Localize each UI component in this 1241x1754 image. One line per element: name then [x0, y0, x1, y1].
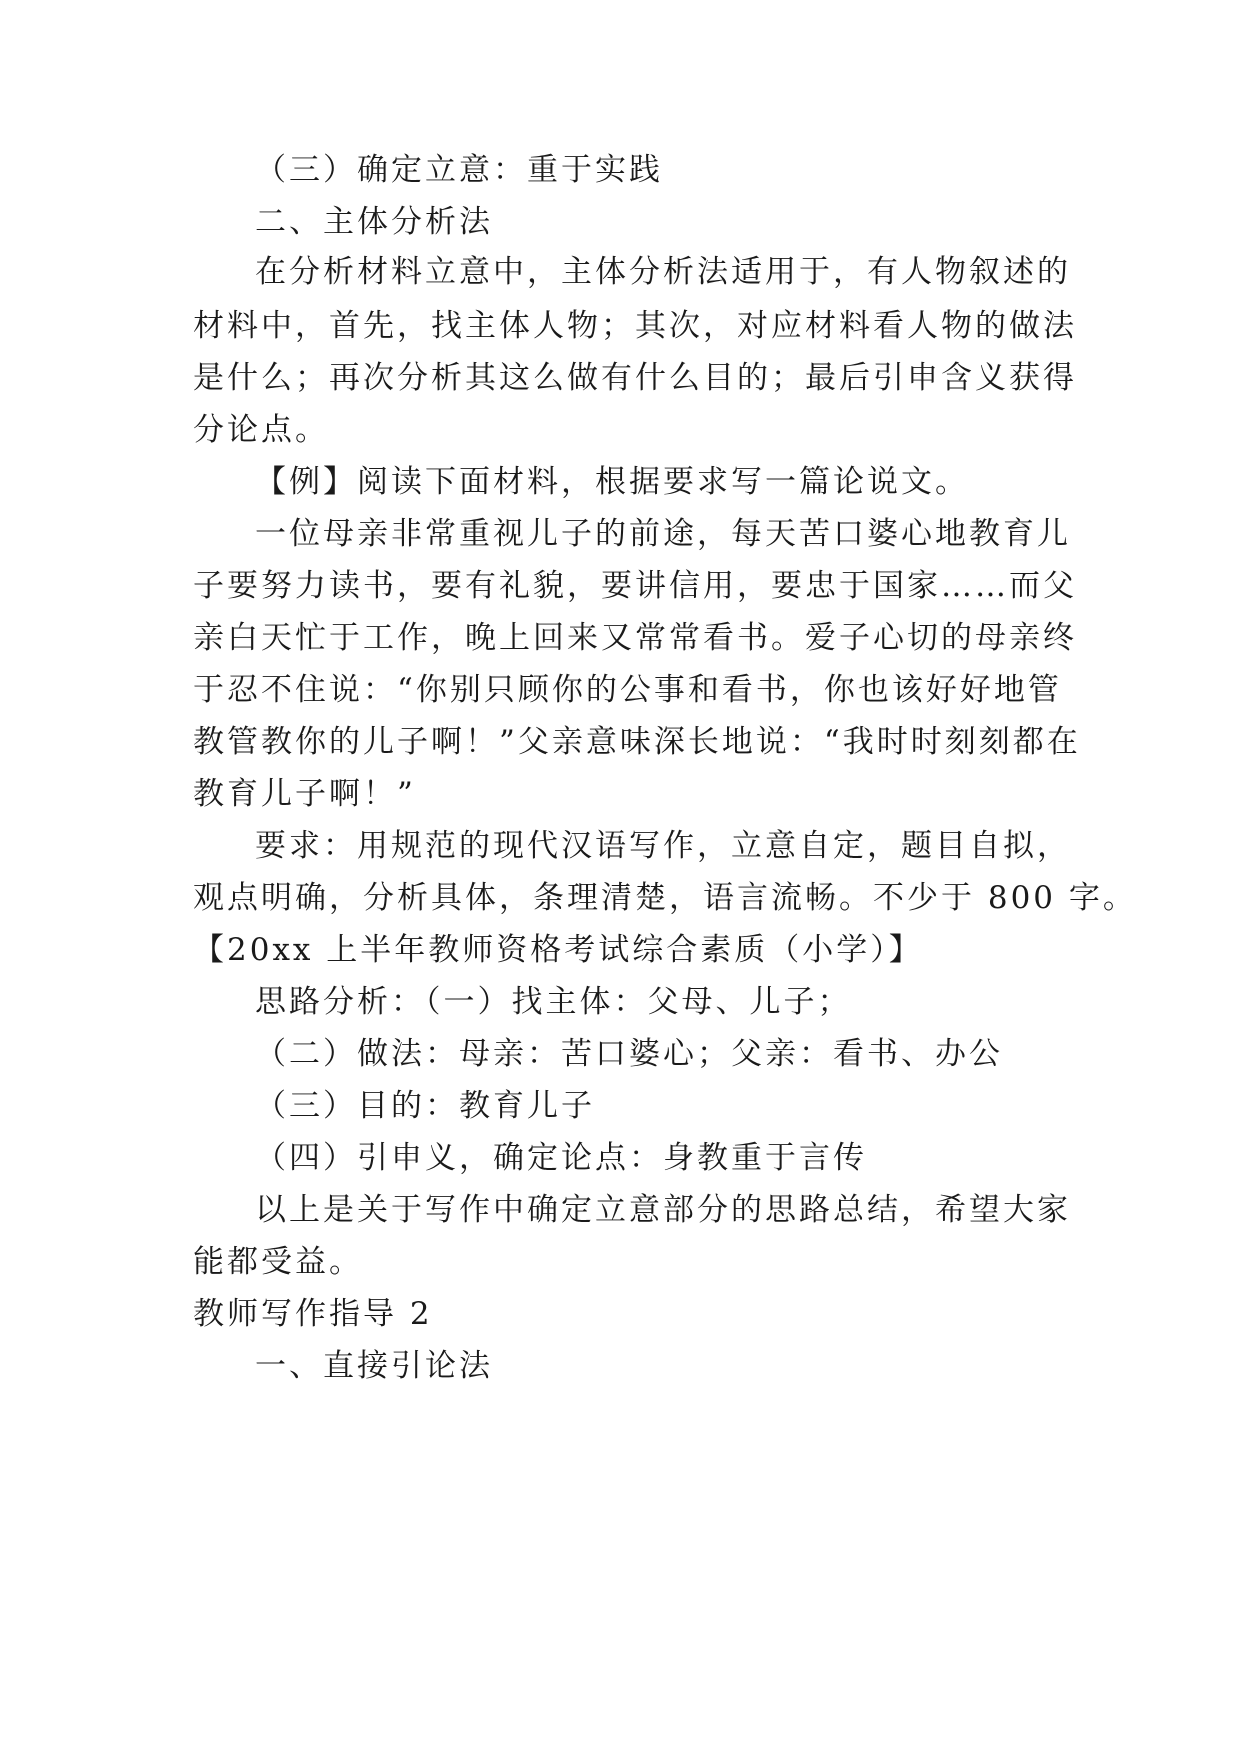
paragraph-line: 教管教你的儿子啊！”父亲意味深长地说：“我时时刻刻都在	[193, 724, 1081, 760]
paragraph-line: 思路分析：（一）找主体：父母、儿子；	[255, 984, 852, 1020]
paragraph-line: （三）目的：教育儿子	[255, 1088, 595, 1124]
paragraph-line: 能都受益。	[193, 1244, 363, 1280]
paragraph-line: 在分析材料立意中，主体分析法适用于，有人物叙述的	[255, 254, 1071, 290]
paragraph-line: （三）确定立意：重于实践	[255, 152, 663, 188]
paragraph-line: （四）引申义，确定论点：身教重于言传	[255, 1140, 867, 1176]
paragraph-line: 观点明确，分析具体，条理清楚，语言流畅。不少于 800 字。	[193, 880, 1137, 916]
paragraph-line: 于忍不住说：“你别只顾你的公事和看书，你也该好好地管	[193, 672, 1062, 708]
paragraph-line: 材料中，首先，找主体人物；其次，对应材料看人物的做法	[193, 308, 1077, 344]
paragraph-line: 以上是关于写作中确定立意部分的思路总结，希望大家	[255, 1192, 1071, 1228]
paragraph-line: 分论点。	[193, 412, 329, 448]
paragraph-line: 亲白天忙于工作，晚上回来又常常看书。爱子心切的母亲终	[193, 620, 1077, 656]
source-citation: 【20xx 上半年教师资格考试综合素质（小学）】	[193, 932, 923, 968]
paragraph-line: （二）做法：母亲：苦口婆心；父亲：看书、办公	[255, 1036, 1003, 1072]
paragraph-line: 要求：用规范的现代汉语写作，立意自定，题目自拟，	[255, 828, 1071, 864]
example-heading: 【例】阅读下面材料，根据要求写一篇论说文。	[255, 464, 969, 500]
section-heading: 二、主体分析法	[255, 204, 493, 240]
paragraph-line: 是什么；再次分析其这么做有什么目的；最后引申含义获得	[193, 360, 1077, 396]
paragraph-line: 教育儿子啊！”	[193, 776, 416, 812]
paragraph-line: 一位母亲非常重视儿子的前途，每天苦口婆心地教育儿	[255, 516, 1071, 552]
section-heading: 一、直接引论法	[255, 1348, 493, 1384]
document-section-title: 教师写作指导 2	[193, 1296, 433, 1332]
paragraph-line: 子要努力读书，要有礼貌，要讲信用，要忠于国家……而父	[193, 568, 1077, 604]
